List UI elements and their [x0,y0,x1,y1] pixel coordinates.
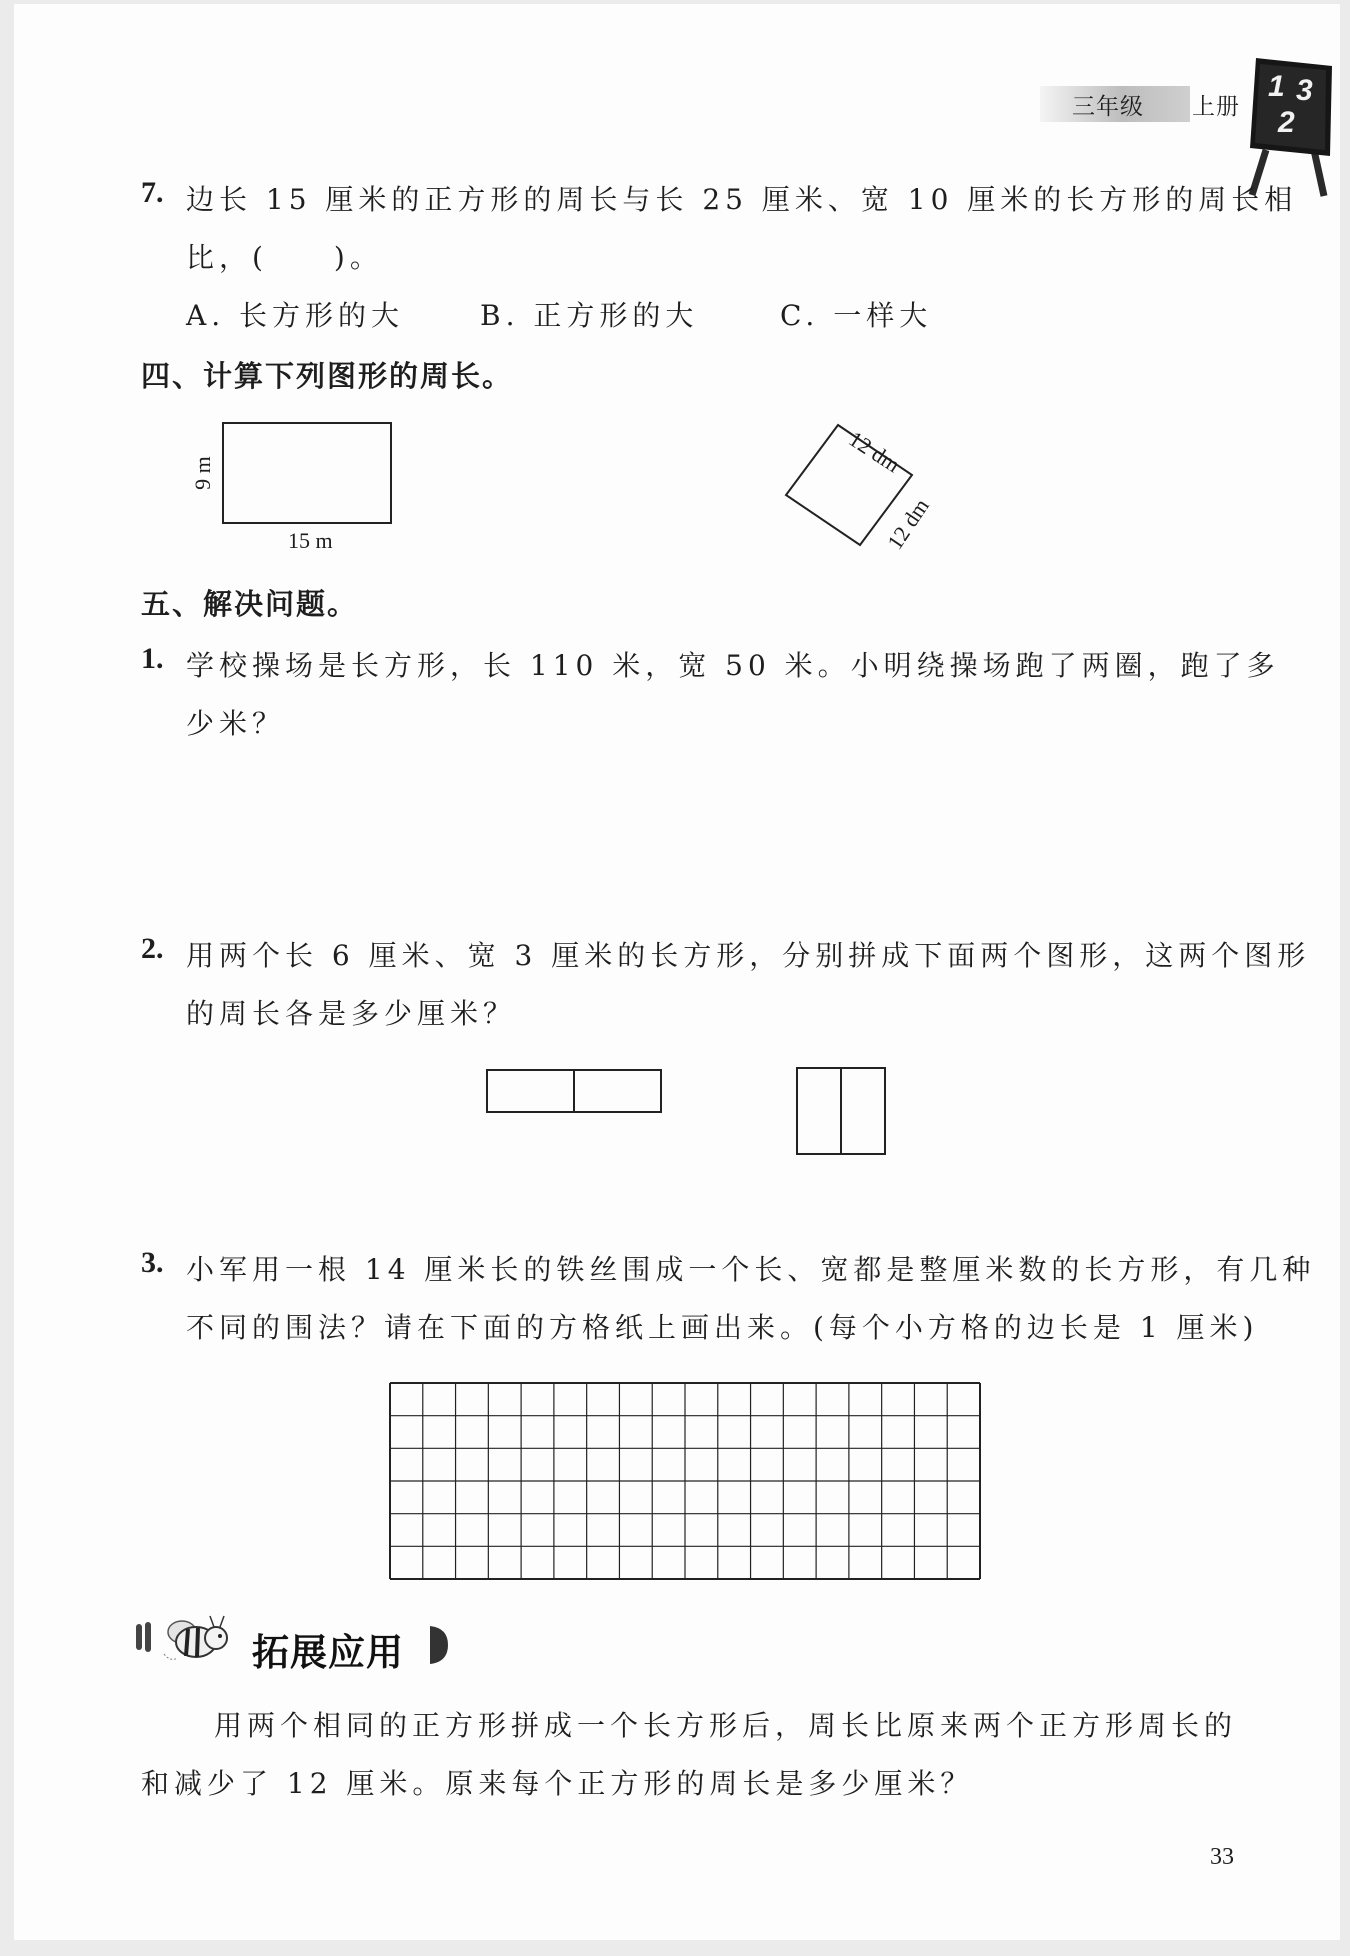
bee-icon [136,1612,232,1664]
blackboard-logo-icon [1246,50,1338,198]
horizontal-combined-rectangles [486,1069,662,1113]
question-text: 比，( )。 [186,241,383,274]
extension-text: 用两个相同的正方形拼成一个长方形后，周长比原来两个正方形周长的 [214,1709,1238,1742]
choice-b: B. 正方形的大 [480,299,699,332]
problem-number: 3. [141,1246,164,1279]
section-heading: 四、计算下列图形的周长。 [141,359,514,393]
extension-text: 和减少了 12 厘米。原来每个正方形的周长是多少厘米？ [141,1767,974,1800]
question-number: 7. [141,176,164,209]
section-heading: 五、解决问题。 [141,587,359,621]
heading-end-cap-icon [428,1624,450,1666]
problem-number: 2. [141,932,164,965]
volume-label: 上册 [1192,94,1240,120]
grade-label: 三年级 [1072,94,1144,120]
rectangle-figure [222,422,392,524]
rectangle-side-label: 9 m [189,456,215,490]
square-top-label: 12 dm [844,426,905,478]
choice-c: C. 一样大 [780,299,933,332]
problem-text: 用两个长 6 厘米、宽 3 厘米的长方形，分别拼成下面两个图形，这两个图形 [186,939,1311,972]
logo-digit: 2 [1278,106,1295,139]
logo-digit: 3 [1296,74,1313,107]
vertical-combined-rectangles [796,1067,886,1155]
choice-a: A. 长方形的大 [186,299,405,332]
rectangle-bottom-label: 15 m [288,528,333,553]
problem-number: 1. [141,642,164,675]
square-right-label: 12 dm [882,493,934,554]
workbook-page [14,4,1340,1940]
square-grid-paper[interactable] [389,1382,981,1582]
problem-text: 学校操场是长方形，长 110 米，宽 50 米。小明绕操场跑了两圈，跑了多 [186,649,1280,682]
extension-heading: 拓展应用 [252,1631,404,1674]
question-text: 边长 15 厘米的正方形的周长与长 25 厘米、宽 10 厘米的长方形的周长相 [186,183,1298,216]
problem-text: 不同的围法？请在下面的方格纸上画出来。(每个小方格的边长是 1 厘米) [186,1311,1259,1344]
problem-text: 的周长各是多少厘米？ [186,997,517,1030]
problem-text: 小军用一根 14 厘米长的铁丝围成一个长、宽都是整厘米数的长方形，有几种 [186,1253,1316,1286]
page-number: 33 [1210,1844,1234,1870]
logo-digit: 1 [1268,70,1285,103]
problem-text: 少米？ [186,707,286,740]
